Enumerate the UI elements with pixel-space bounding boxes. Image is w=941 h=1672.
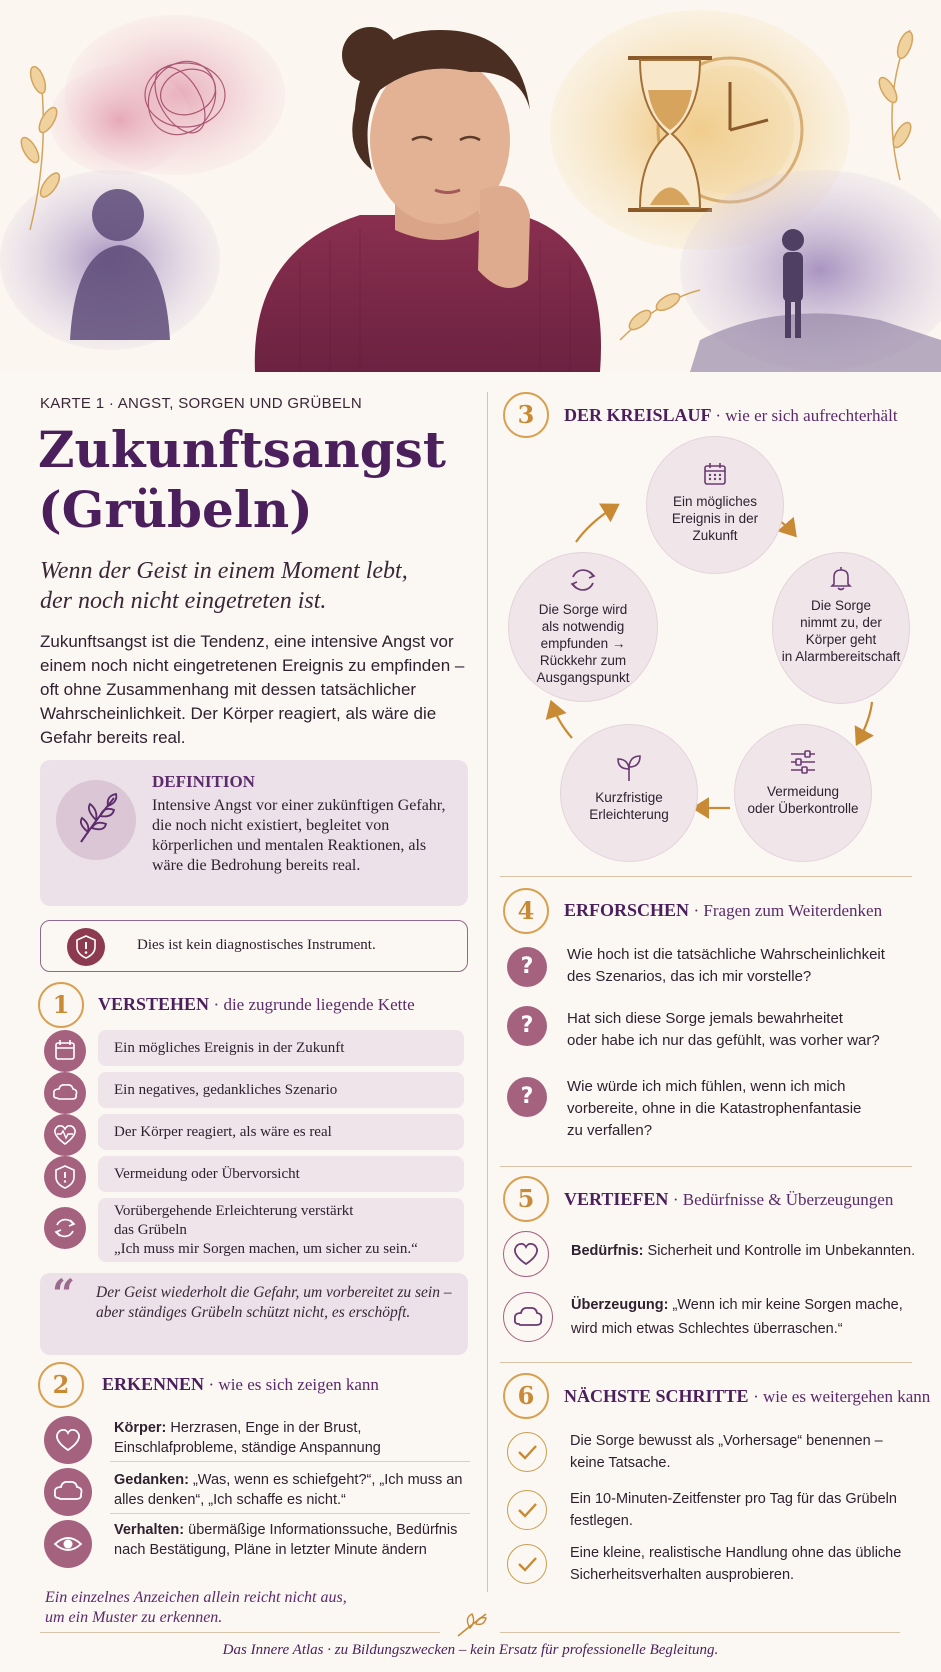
node-event-line2: Ereignis in der <box>671 511 759 526</box>
section-title-erforschen <box>564 900 882 921</box>
chain-step-4: Vermeidung oder Übervorsicht <box>98 1156 464 1192</box>
cycle-arrow-5 <box>576 506 616 542</box>
question-2 <box>567 1008 927 1052</box>
next-step-3-line2: Sicherheitsverhalten ausprobieren. <box>570 1567 795 1583</box>
question-1-line1: Wie hoch ist die tatsächliche Wahrscheinlichkeit <box>567 946 885 963</box>
need-text: Sicherheit und Kontrolle im Unbekannten. <box>647 1243 916 1259</box>
section2-subtitle: · wie es sich zeigen kann <box>208 1375 379 1394</box>
belief-label: Überzeugung: <box>571 1297 669 1313</box>
question-icon: ? <box>507 1077 547 1117</box>
check-icon <box>507 1490 547 1530</box>
next-step-2-line1: Ein 10-Minuten-Zeitfenster pro Tag für das Grübeln <box>570 1491 897 1507</box>
cycle-arrow-4 <box>552 704 572 738</box>
section4-title: ERFORSCHEN <box>564 900 690 920</box>
section3-subtitle: · wie er sich aufrechterhält <box>715 406 898 425</box>
chain-step-1: Ein mögliches Ereignis in der Zukunft <box>98 1030 464 1066</box>
check-icon <box>507 1432 547 1472</box>
section-number-6: 6 <box>503 1373 549 1419</box>
thought-cloud-icon <box>44 1072 86 1114</box>
section-title-kreislauf <box>564 405 898 426</box>
subtitle-line2: der noch nicht eingetreten ist. <box>40 588 327 614</box>
thoughts-text: „Was, wenn es schiefgeht?“, „Ich muss an alles denken“, „Ich schaffe es nicht.“ <box>114 1472 463 1508</box>
recognize-footnote <box>45 1588 465 1628</box>
eye-icon <box>44 1520 92 1568</box>
section-divider <box>500 876 912 877</box>
node-return-line5: Ausgangspunkt <box>536 670 630 685</box>
chain-step-5-line2: das Grübeln <box>114 1222 187 1238</box>
cycle-node-return <box>508 552 658 702</box>
section4-subtitle: · Fragen zum Weiterdenken <box>693 901 883 920</box>
disclaimer-box <box>40 920 468 972</box>
next-step-1 <box>570 1430 920 1474</box>
question-1-line2: des Szenarios, das ich mir vorstelle? <box>567 968 812 985</box>
leaf-branch-icon <box>56 780 136 860</box>
definition-box <box>40 760 468 906</box>
subtitle-line1: Wenn der Geist in einem Moment lebt, <box>40 558 408 584</box>
page-subtitle <box>40 556 470 616</box>
section-title-verstehen <box>98 994 415 1015</box>
check-icon <box>507 1544 547 1584</box>
node-return-line2: als notwendig <box>541 619 625 634</box>
footer-divider-left <box>40 1632 440 1633</box>
intro-text: Zukunftsangst ist die Tendenz, eine intensive Angst vor einem noch nicht eingetretenen Ereignis zu empfinden – oft ohne Zusammenhang mit dessen tatsächlicher Wahrscheinlichkeit. Der Körper reagiert, als wäre die Gefahr bereits real. <box>40 632 465 747</box>
section-divider <box>500 1362 912 1363</box>
heart-icon <box>44 1416 92 1464</box>
section-title-naechste-schritte <box>564 1386 930 1407</box>
belief-line2: wird mich etwas Schlechtes überraschen.“ <box>571 1321 843 1337</box>
node-worry-line3: Körper geht <box>805 632 877 647</box>
quote-text: Der Geist wiederholt die Gefahr, um vorbereitet zu sein – aber ständiges Grübeln schützt nicht, es erschöpft. <box>96 1284 452 1321</box>
question-3-line3: zu verfallen? <box>567 1122 653 1139</box>
footer-divider-right <box>500 1632 900 1633</box>
section5-subtitle: · Bedürfnisse & Überzeugungen <box>672 1190 894 1209</box>
chain-step-5 <box>98 1198 464 1262</box>
definition-title: DEFINITION <box>152 772 255 791</box>
recognize-row-behavior <box>114 1520 474 1560</box>
node-worry-line4: in Alarmbereitschaft <box>781 649 901 664</box>
hero-artwork <box>0 0 941 372</box>
next-step-1-line2: keine Tatsache. <box>570 1455 671 1471</box>
chain-step-5-line3: „Ich muss mir Sorgen machen, um sicher zu sein.“ <box>114 1241 418 1257</box>
need-label: Bedürfnis: <box>571 1243 644 1259</box>
recognize-footnote-line2: um ein Muster zu erkennen. <box>45 1609 223 1626</box>
belief-row <box>571 1293 903 1341</box>
shield-alert-icon <box>67 928 105 966</box>
node-return-line1: Die Sorge wird <box>538 602 628 617</box>
next-step-3-line1: Eine kleine, realistische Handlung ohne das übliche <box>570 1545 902 1561</box>
cycle-arrow-2 <box>858 702 872 742</box>
heart-icon <box>503 1231 549 1277</box>
section2-title: ERKENNEN <box>102 1374 205 1394</box>
next-step-2-line2: festlegen. <box>570 1513 633 1529</box>
node-relief-line1: Kurzfristige <box>595 790 663 805</box>
body-text: Herzrasen, Enge in der Brust, Einschlafprobleme, ständige Anspannung <box>114 1420 381 1456</box>
chain-step-2: Ein negatives, gedankliches Szenario <box>98 1072 464 1108</box>
node-avoidance-line1: Vermeidung <box>766 784 840 799</box>
node-return-line4: Rückkehr zum <box>539 653 627 668</box>
behavior-label: Verhalten: <box>114 1522 185 1538</box>
node-avoidance-line2: oder Überkontrolle <box>747 801 859 816</box>
calendar-icon <box>44 1030 86 1072</box>
next-step-3 <box>570 1542 920 1586</box>
question-3 <box>567 1076 927 1142</box>
recognize-row-body <box>114 1418 474 1458</box>
cycle-node-avoidance <box>734 724 872 862</box>
page-title-line2: (Grübeln) <box>38 480 313 539</box>
page-title-line1: Zukunftsangst <box>38 420 446 479</box>
chain-step-3: Der Körper reagiert, als wäre es real <box>98 1114 464 1150</box>
section6-subtitle: · wie es weitergehen kann <box>753 1387 931 1406</box>
question-3-line2: vorbereite, ohne in die Katastrophenfantasie <box>567 1100 862 1117</box>
question-3-line1: Wie würde ich mich fühlen, wenn ich mich <box>567 1078 846 1095</box>
next-step-2 <box>570 1488 920 1532</box>
thought-cloud-icon <box>503 1292 553 1342</box>
section-title-vertiefen <box>564 1189 893 1210</box>
question-1 <box>567 944 927 988</box>
question-icon: ? <box>507 1006 547 1046</box>
footer-text: Das Innere Atlas · zu Bildungszwecken – kein Ersatz für professionelle Begleitung. <box>222 1642 719 1658</box>
recognize-footnote-line1: Ein einzelnes Anzeichen allein reicht nicht aus, <box>45 1589 347 1606</box>
bell-icon <box>826 563 856 593</box>
node-relief-line2: Erleichterung <box>589 807 669 822</box>
section3-title: DER KREISLAUF <box>564 405 711 425</box>
cycle-arrows-icon <box>566 563 600 597</box>
recognize-row-thoughts <box>114 1470 474 1510</box>
definition-text: Intensive Angst vor einer zukünftigen Gefahr, die noch nicht existiert, begleitet von körperlichen und mentalen Reaktionen, als wäre die Bedrohung bereits real. <box>152 797 446 874</box>
calendar-icon <box>700 459 730 489</box>
cloud-icon <box>44 1468 92 1516</box>
section6-title: NÄCHSTE SCHRITTE <box>564 1386 749 1406</box>
section-number-1: 1 <box>38 982 84 1028</box>
page-title <box>38 420 446 540</box>
column-divider <box>487 392 488 1592</box>
node-event-line1: Ein mögliches <box>672 494 758 509</box>
behavior-text: übermäßige Informationssuche, Bedürfnis nach Bestätigung, Pläne in letzter Minute ändern <box>114 1522 458 1558</box>
body-label: Körper: <box>114 1420 167 1436</box>
sprout-icon <box>612 751 646 785</box>
card-kicker: KARTE 1 · ANGST, SORGEN UND GRÜBELN <box>40 395 362 412</box>
section-divider <box>500 1166 912 1167</box>
heartbeat-icon <box>44 1114 86 1156</box>
section-number-2: 2 <box>38 1362 84 1408</box>
cycle-node-worry-rises <box>772 552 910 704</box>
node-event-line3: Zukunft <box>692 528 738 543</box>
section-number-3: 3 <box>503 392 549 438</box>
chain-step-5-line1: Vorübergehende Erleichterung verstärkt <box>114 1203 354 1219</box>
disclaimer-text: Dies ist kein diagnostisches Instrument. <box>137 937 376 953</box>
node-worry-line2: nimmt zu, der <box>800 615 882 630</box>
belief-line1: „Wenn ich mir keine Sorgen mache, <box>672 1297 903 1313</box>
section5-title: VERTIEFEN <box>564 1189 669 1209</box>
cycle-node-relief <box>560 724 698 862</box>
next-step-1-line1: Die Sorge bewusst als „Vorhersage“ benennen – <box>570 1433 883 1449</box>
shield-icon <box>44 1156 86 1198</box>
need-row <box>571 1243 915 1259</box>
row-divider <box>110 1461 470 1462</box>
leaf-ornament-icon <box>452 1610 492 1645</box>
open-quote-icon: “ <box>52 1271 76 1318</box>
section-number-4: 4 <box>503 888 549 934</box>
sliders-icon <box>786 745 820 779</box>
cycle-node-event <box>646 436 784 574</box>
refresh-icon <box>44 1207 86 1249</box>
section1-title: VERSTEHEN <box>98 994 210 1014</box>
section-number-5: 5 <box>503 1176 549 1222</box>
node-return-line3: empfunden → <box>540 636 626 651</box>
quote-box <box>40 1273 468 1355</box>
section1-subtitle: · die zugrunde liegende Kette <box>213 995 415 1014</box>
question-icon: ? <box>507 947 547 987</box>
question-2-line1: Hat sich diese Sorge jemals bewahrheitet <box>567 1010 843 1027</box>
node-worry-line1: Die Sorge <box>810 598 872 613</box>
thoughts-label: Gedanken: <box>114 1472 189 1488</box>
question-2-line2: oder habe ich nur das gefühlt, was vorher war? <box>567 1032 880 1049</box>
hero-illustration <box>0 0 941 372</box>
section-title-erkennen <box>102 1374 379 1395</box>
row-divider <box>110 1513 470 1514</box>
